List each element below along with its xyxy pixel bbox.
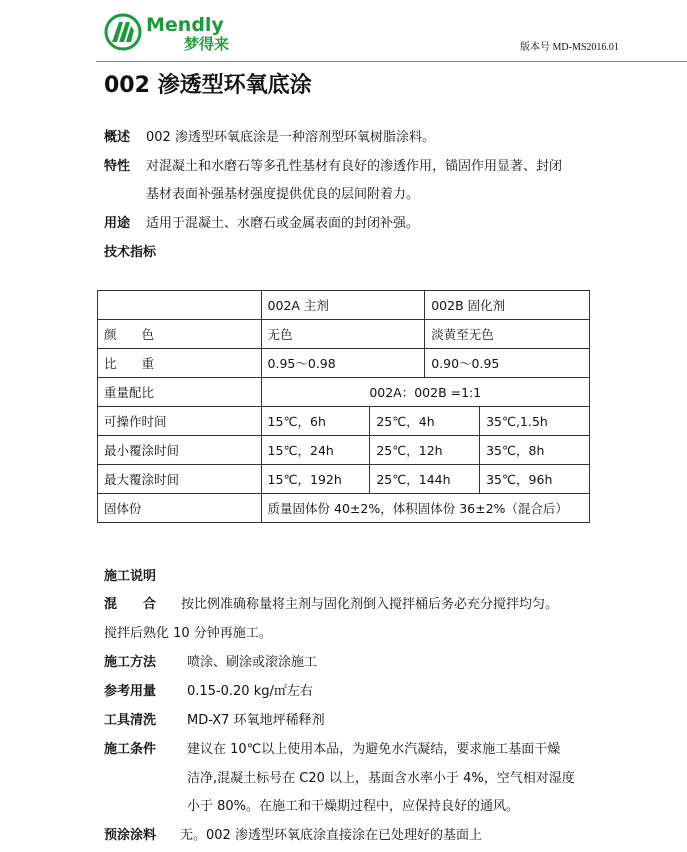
table-row: 可操作时间 15℃，6h 25℃，4h 35℃,1.5h: [98, 407, 590, 436]
mendly-logo: [104, 12, 284, 52]
table-row: 最大覆涂时间 15℃，192h 25℃，144h 35℃，96h: [98, 465, 590, 494]
spec-table: [97, 290, 590, 523]
dosage-text: 0.15-0.20 kg/㎡左右: [187, 684, 313, 699]
header-divider: [96, 61, 687, 62]
overview-text: 002 渗透型环氧底涂是一种溶剂型环氧树脂涂料。: [146, 130, 435, 145]
table-row: 比 重 0.95～0.98 0.90～0.95: [98, 349, 590, 378]
table-row: 重量配比 002A：002B =1:1: [98, 378, 590, 407]
conditions-label: 施工条件: [104, 742, 157, 757]
method-label: 施工方法: [104, 655, 157, 670]
mix-text: 按比例准确称量将主剂与固化剂倒入搅拌桶后务必充分搅拌均匀。: [181, 597, 559, 612]
cleaning-label: 工具清洗: [104, 713, 157, 728]
precoat-label: 预涂涂料: [104, 828, 157, 843]
table-row: 颜 色 无色 淡黄至无色: [98, 320, 590, 349]
conditions-text-2: 洁净,混凝土标号在 C20 以上，基面含水率小于 4%，空气相对湿度: [187, 771, 575, 786]
svg-text:梦得来: 梦得来: [184, 35, 230, 52]
table-row: 002A 主剂 002B 固化剂: [98, 291, 590, 320]
svg-text:Mendly: Mendly: [146, 14, 224, 36]
version-label: 版本号 MD-MS2016.01: [520, 42, 619, 53]
cleaning-text: MD-X7 环氧地坪稀释剂: [187, 713, 325, 728]
application-heading: 施工说明: [104, 569, 157, 584]
precoat-text: 无。002 渗透型环氧底涂直接涂在已处理好的基面上: [180, 828, 482, 843]
conditions-text-1: 建议在 10℃以上使用本品，为避免水汽凝结，要求施工基面干燥: [187, 742, 561, 757]
spec-heading: 技术指标: [104, 245, 157, 260]
mix-text-cont: 搅拌后熟化 10 分钟再施工。: [104, 626, 272, 641]
overview-label: 概述: [104, 130, 131, 145]
method-text: 喷涂、刷涂或滚涂施工: [187, 655, 318, 670]
features-text-cont: 基材表面补强基材强度提供优良的层间附着力。: [146, 187, 420, 202]
features-label: 特性: [104, 159, 131, 174]
dosage-label: 参考用量: [104, 684, 157, 699]
usage-text: 适用于混凝土、水磨石或金属表面的封闭补强。: [146, 216, 420, 231]
table-row: 最小覆涂时间 15℃，24h 25℃，12h 35℃，8h: [98, 436, 590, 465]
table-row: 固体份 质量固体份 40±2%，体积固体份 36±2%（混合后）: [98, 494, 590, 523]
conditions-text-3: 小于 80%。在施工和干燥期过程中，应保持良好的通风。: [187, 799, 520, 814]
mix-label: 混 合: [104, 597, 157, 612]
features-text: 对混凝土和水磨石等多孔性基材有良好的渗透作用，锚固作用显著、封闭: [146, 159, 563, 174]
page-title: 002 渗透型环氧底涂: [104, 73, 312, 98]
usage-label: 用途: [104, 216, 131, 231]
